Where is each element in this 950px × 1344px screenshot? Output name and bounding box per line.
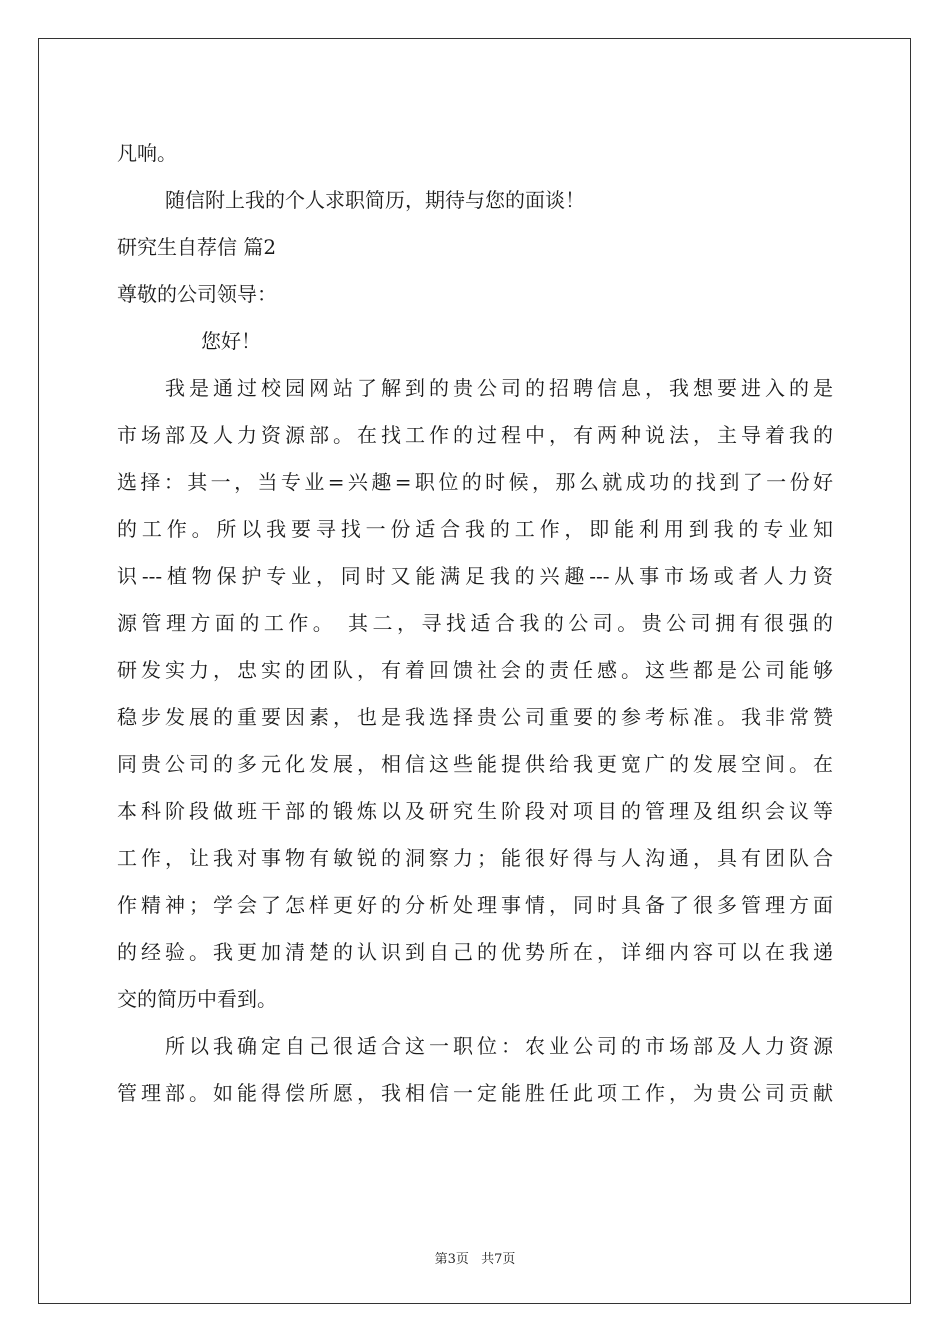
text-line: 稳步发展的重要因素，也是我选择贵公司重要的参考标准。我非常赞 — [117, 705, 833, 729]
text-line: 凡响。 — [117, 141, 177, 165]
text-line: 工作，让我对事物有敏锐的洞察力；能很好得与人沟通，具有团队合 — [117, 846, 833, 870]
text-line: 管理部。如能得偿所愿，我相信一定能胜任此项工作，为贵公司贡献 — [117, 1081, 833, 1105]
text-line: 市场部及人力资源部。在找工作的过程中，有两种说法，主导着我的 — [117, 423, 833, 447]
paragraph-1 — [117, 365, 833, 1023]
paragraph-2 — [117, 1023, 833, 1117]
text-line: 交的简历中看到。 — [117, 987, 277, 1011]
text-line: 源管理方面的工作。 其二，寻找适合我的公司。贵公司拥有很强的 — [117, 611, 833, 635]
text-line: 选择：其一，当专业=兴趣=职位的时候，那么就成功的找到了一份好 — [117, 470, 833, 494]
text-line: 本科阶段做班干部的锻炼以及研究生阶段对项目的管理及组织会议等 — [117, 799, 833, 823]
text-line: 识---植物保护专业，同时又能满足我的兴趣---从事市场或者人力资 — [117, 564, 833, 588]
document-body — [117, 130, 833, 1117]
page-footer — [0, 1248, 950, 1267]
page-total: 共7页 — [481, 1252, 516, 1267]
section-title: 研究生自荐信 篇2 — [117, 235, 277, 259]
text-line: 研发实力，忠实的团队，有着回馈社会的责任感。这些都是公司能够 — [117, 658, 833, 682]
text-line: 的经验。我更加清楚的认识到自己的优势所在，详细内容可以在我递 — [117, 940, 833, 964]
text-line: 作精神；学会了怎样更好的分析处理事情，同时具备了很多管理方面 — [117, 893, 833, 917]
text-line: 所以我确定自己很适合这一职位：农业公司的市场部及人力资源 — [165, 1034, 833, 1058]
text-line: 随信附上我的个人求职简历，期待与您的面谈！ — [165, 188, 585, 212]
text-line: 我是通过校园网站了解到的贵公司的招聘信息，我想要进入的是 — [165, 376, 833, 400]
page-number: 第3页 — [434, 1252, 469, 1267]
greeting: 您好！ — [201, 329, 261, 353]
text-line: 的工作。所以我要寻找一份适合我的工作，即能利用到我的专业知 — [117, 517, 833, 541]
salutation: 尊敬的公司领导： — [117, 282, 277, 306]
text-line: 同贵公司的多元化发展，相信这些能提供给我更宽广的发展空间。在 — [117, 752, 833, 776]
